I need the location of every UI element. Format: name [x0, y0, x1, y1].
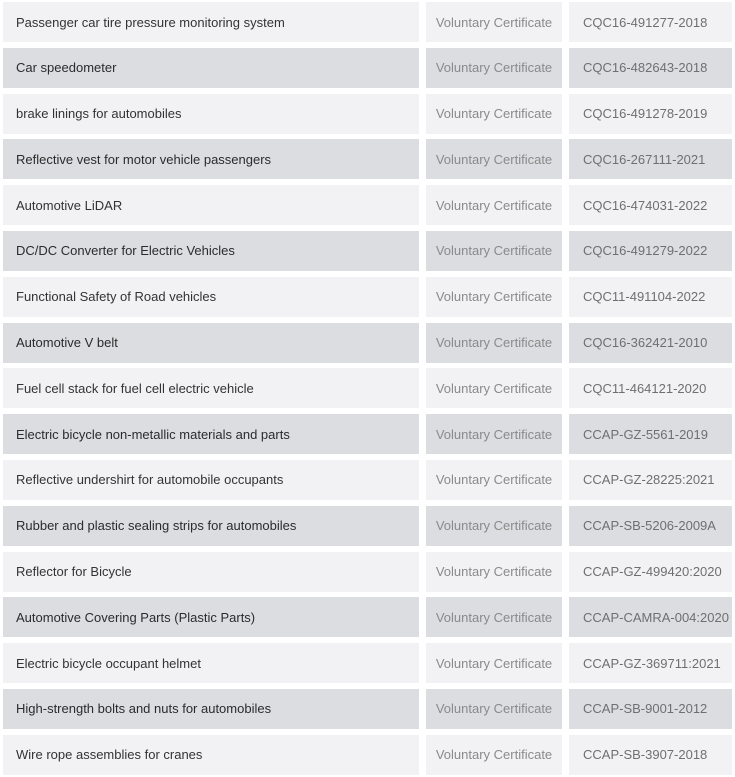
product-name-cell: DC/DC Converter for Electric Vehicles	[3, 231, 419, 271]
certificate-code-cell: CQC16-474031-2022	[569, 185, 732, 225]
certificate-code-cell: CCAP-CAMRA-004:2020	[569, 597, 732, 637]
table-row	[0, 506, 735, 546]
table-row	[0, 231, 735, 271]
table-row	[0, 643, 735, 683]
product-name-cell: Electric bicycle non-metallic materials and parts	[3, 414, 419, 454]
certificate-type-cell: Voluntary Certificate	[426, 368, 562, 408]
table-row	[0, 414, 735, 454]
certificate-type-cell: Voluntary Certificate	[426, 506, 562, 546]
table-row	[0, 689, 735, 729]
certificate-type-cell: Voluntary Certificate	[426, 2, 562, 42]
certificate-code-cell: CCAP-SB-5206-2009A	[569, 506, 732, 546]
certificate-code-cell: CQC11-491104-2022	[569, 277, 732, 317]
certificate-code-cell: CQC16-491279-2022	[569, 231, 732, 271]
certificate-type-cell: Voluntary Certificate	[426, 185, 562, 225]
table-row	[0, 323, 735, 363]
table-row	[0, 368, 735, 408]
certificate-code-cell: CQC16-267111-2021	[569, 139, 732, 179]
certificate-code-cell: CQC16-491277-2018	[569, 2, 732, 42]
certificate-type-cell: Voluntary Certificate	[426, 643, 562, 683]
table-row	[0, 139, 735, 179]
product-name-cell: Reflective vest for motor vehicle passengers	[3, 139, 419, 179]
certificate-type-cell: Voluntary Certificate	[426, 689, 562, 729]
product-name-cell: Reflective undershirt for automobile occupants	[3, 460, 419, 500]
table-row	[0, 277, 735, 317]
certificate-code-cell: CCAP-GZ-28225:2021	[569, 460, 732, 500]
product-name-cell: Car speedometer	[3, 48, 419, 88]
certificate-code-cell: CCAP-SB-3907-2018	[569, 735, 732, 775]
product-name-cell: High-strength bolts and nuts for automobiles	[3, 689, 419, 729]
product-name-cell: Fuel cell stack for fuel cell electric vehicle	[3, 368, 419, 408]
certificate-code-cell: CCAP-GZ-369711:2021	[569, 643, 732, 683]
certificate-code-cell: CCAP-GZ-5561-2019	[569, 414, 732, 454]
certificate-type-cell: Voluntary Certificate	[426, 460, 562, 500]
table-row	[0, 2, 735, 42]
certificate-type-cell: Voluntary Certificate	[426, 139, 562, 179]
product-name-cell: Passenger car tire pressure monitoring system	[3, 2, 419, 42]
certificate-code-cell: CQC16-491278-2019	[569, 94, 732, 134]
table-row	[0, 597, 735, 637]
product-name-cell: Automotive V belt	[3, 323, 419, 363]
product-name-cell: brake linings for automobiles	[3, 94, 419, 134]
product-name-cell: Rubber and plastic sealing strips for automobiles	[3, 506, 419, 546]
certificate-type-cell: Voluntary Certificate	[426, 552, 562, 592]
product-name-cell: Automotive LiDAR	[3, 185, 419, 225]
product-name-cell: Automotive Covering Parts (Plastic Parts)	[3, 597, 419, 637]
certificate-code-cell: CCAP-GZ-499420:2020	[569, 552, 732, 592]
table-row	[0, 48, 735, 88]
product-name-cell: Functional Safety of Road vehicles	[3, 277, 419, 317]
table-row	[0, 94, 735, 134]
certificate-code-cell: CQC16-482643-2018	[569, 48, 732, 88]
certificate-type-cell: Voluntary Certificate	[426, 94, 562, 134]
table-row	[0, 552, 735, 592]
table-row	[0, 735, 735, 775]
table-row	[0, 185, 735, 225]
certificate-code-cell: CCAP-SB-9001-2012	[569, 689, 732, 729]
table-row	[0, 460, 735, 500]
certificate-code-cell: CQC16-362421-2010	[569, 323, 732, 363]
certificate-type-cell: Voluntary Certificate	[426, 323, 562, 363]
product-name-cell: Electric bicycle occupant helmet	[3, 643, 419, 683]
product-name-cell: Reflector for Bicycle	[3, 552, 419, 592]
certificate-type-cell: Voluntary Certificate	[426, 735, 562, 775]
certificate-type-cell: Voluntary Certificate	[426, 48, 562, 88]
certificate-type-cell: Voluntary Certificate	[426, 414, 562, 454]
product-name-cell: Wire rope assemblies for cranes	[3, 735, 419, 775]
certificate-type-cell: Voluntary Certificate	[426, 597, 562, 637]
certificate-type-cell: Voluntary Certificate	[426, 231, 562, 271]
certificate-type-cell: Voluntary Certificate	[426, 277, 562, 317]
certificate-code-cell: CQC11-464121-2020	[569, 368, 732, 408]
